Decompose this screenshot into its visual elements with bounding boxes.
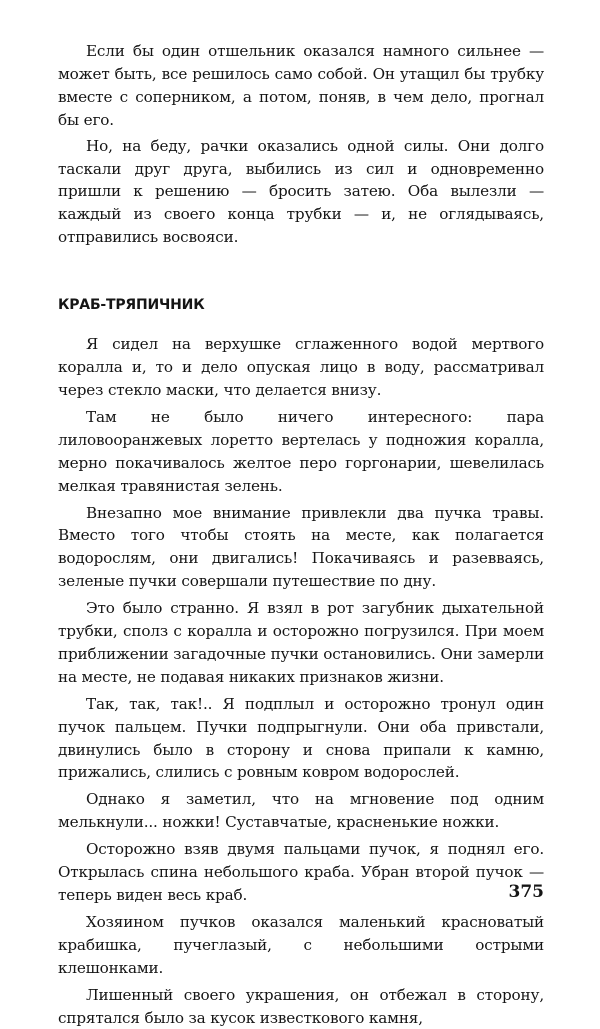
paragraph: Осторожно взяв двумя пальцами пучок, я поднял его. Открылась спина небольшого краба. Убран второй пучок — теперь виден весь краб. — [58, 840, 544, 904]
section-heading: КРАБ-ТРЯПИЧНИК — [58, 297, 205, 314]
paragraph: Это было странно. Я взял в рот загубник дыхательной трубки, сполз с коралла и осторожно погрузился. При моем приближении загадочные пучки остановились. Они замерли на месте, не подавая никаких признаков жизни. — [58, 599, 544, 686]
paragraph: Однако я заметил, что на мгновение под одним мелькнули... ножки! Суставчатые, красненькие ножки. — [58, 790, 544, 832]
paragraph: Но, на беду, рачки оказались одной силы. Они долго таскали друг друга, выбились из сил и одновременно пришли к решению — бросить затею. Оба вылезли — каждый из своего конца трубки — и, не оглядываясь, отправились восвояси. — [58, 136, 544, 247]
page-number: 375 — [508, 882, 544, 902]
paragraph: Там не было ничего интересного: пара лиловооранжевых лоретто вертелась у подножия коралла, мерно покачивалось желтое перо горгонарии, шевелилась мелкая травянистая зелень. — [58, 407, 544, 495]
paragraph: Лишенный своего украшения, он отбежал в сторону, спрятался было за кусок известкового камня, — [58, 985, 544, 1027]
section-crab-story — [58, 295, 544, 1029]
paragraph: Внезапно мое внимание привлекли два пучка травы. Вместо того чтобы стоять на месте, как полагается водорослям, они двигались! Покачиваясь и разевваясь, зеленые пучки совершали путешествие по дну. — [58, 503, 544, 591]
paragraph: Я сидел на верхушке сглаженного водой мертвого коралла и, то и дело опуская лицо в воду, рассматривал через стекло маски, что делается внизу. — [58, 335, 544, 399]
book-page — [58, 40, 544, 1027]
paragraph: Так, так, так!.. Я подплыл и осторожно тронул один пучок пальцем. Пучки подпрыгнули. Они оба привстали, двинулись было в сторону и снова припали к камню, прижались, слились с ровным ковром водорослей. — [58, 694, 544, 782]
section-previous-story — [58, 40, 544, 249]
paragraph: Хозяином пучков оказался маленький красноватый крабишка, пучеглазый, с небольшими острыми клешонками. — [58, 912, 544, 977]
paragraph: Если бы один отшельник оказался намного сильнее — может быть, все решилось само собой. Он утащил бы трубку вместе с соперником, а потом, поняв, в чем дело, прогнал бы его. — [58, 42, 544, 129]
